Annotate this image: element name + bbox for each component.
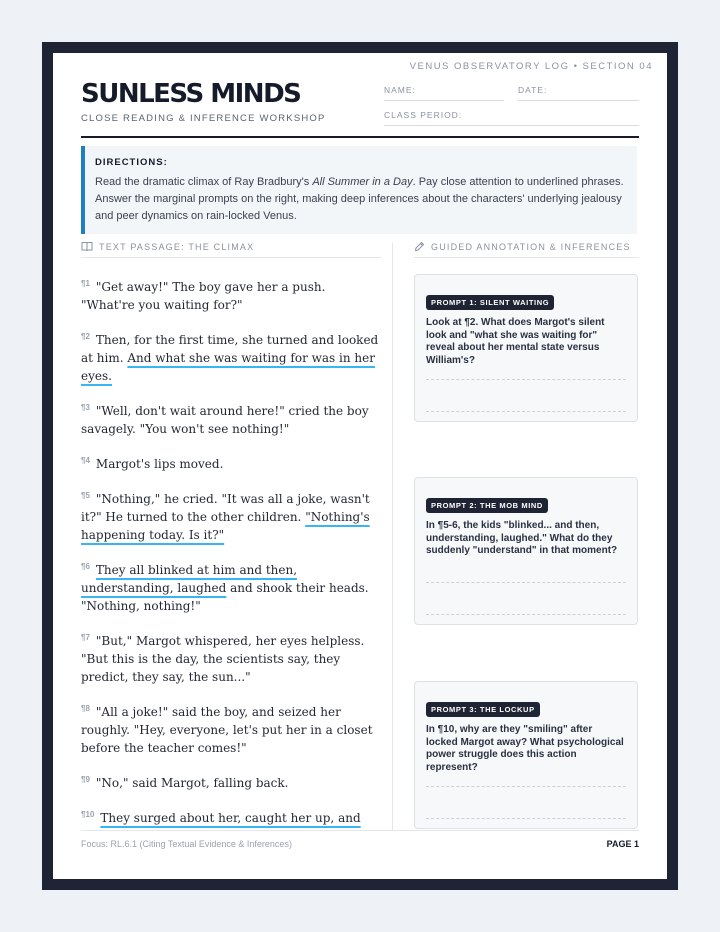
passage-paragraph: $^{\P 3}$ "Well, don't wait around here!" cried the boy savagely. "You won't see nothing!" xyxy=(81,403,369,436)
name-field[interactable] xyxy=(384,100,504,101)
answer-line[interactable] xyxy=(426,411,626,412)
underlined-phrase: They surged about her, caught her up, and xyxy=(100,811,361,825)
prompt-question: In ¶5-6, the kids "blinked... and then, understanding, laughed." What do they suddenly "understand" in that moment? xyxy=(426,520,618,556)
column-divider xyxy=(392,243,393,830)
passage-paragraph: $^{\P 8}$ "All a joke!" said the boy, and seized her roughly. "Hey, everyone, let's put her in a closet before the teacher comes!" xyxy=(81,704,373,755)
passage-paragraph: $^{\P 10}$ They surged about her, caught her up, and xyxy=(81,806,381,830)
prompt-card-1 xyxy=(414,274,638,422)
log-label: VENUS OBSERVATORY LOG • SECTION 04 xyxy=(409,61,653,72)
passage-paragraph: $^{\P 1}$ "Get away!" The boy gave her a push. "What're you waiting for?" xyxy=(81,279,326,312)
footer-focus: Focus: RL.6.1 (Citing Textual Evidence & Inferences) xyxy=(81,839,292,849)
directions-heading: DIRECTIONS: xyxy=(95,157,168,168)
page-title: SUNLESS MINDS xyxy=(81,79,301,109)
name-label: NAME: xyxy=(384,85,416,95)
worksheet-page xyxy=(53,53,667,879)
passage-paragraph: $^{\P 6}$ They all blinked at him and then, understanding, laughed and shook their heads. "Nothing, nothing!" xyxy=(81,562,369,613)
text-passage xyxy=(81,275,381,830)
answer-line[interactable] xyxy=(426,786,626,787)
passage-paragraph: $^{\P 5}$ "Nothing," he cried. "It was all a joke, wasn't it?" He turned to the other children. "Nothing's happening today. Is it?" xyxy=(81,491,370,542)
prompt-card-3 xyxy=(414,681,638,829)
class-period-label: CLASS PERIOD: xyxy=(384,110,463,120)
prompt-badge: PROMPT 1: SILENT WAITING xyxy=(426,295,554,310)
book-icon xyxy=(81,241,93,252)
directions-box xyxy=(81,146,637,234)
passage-heading: TEXT PASSAGE: THE CLIMAX xyxy=(81,241,254,252)
header-rule xyxy=(81,136,639,138)
pencil-icon xyxy=(414,241,425,252)
page-subtitle: CLOSE READING & INFERENCE WORKSHOP xyxy=(81,113,326,124)
answer-line[interactable] xyxy=(426,379,626,380)
prompt-question: In ¶10, why are they "smiling" after locked Margot away? What psychological power struggle does this action represent? xyxy=(426,724,624,773)
passage-paragraph: $^{\P 9}$ "No," said Margot, falling back. xyxy=(81,775,289,790)
prompt-badge: PROMPT 2: THE MOB MIND xyxy=(426,498,548,513)
underlined-phrase: "Nothing's happening today. Is it?" xyxy=(81,510,370,542)
passage-heading-rule xyxy=(81,257,381,258)
annotation-heading: GUIDED ANNOTATION & INFERENCES xyxy=(414,241,631,252)
underlined-phrase: They all blinked at him and then, understanding, laughed xyxy=(81,563,298,595)
page-number: PAGE 1 xyxy=(606,839,639,849)
passage-paragraph: $^{\P 4}$ Margot's lips moved. xyxy=(81,456,224,471)
prompt-card-2 xyxy=(414,477,638,625)
answer-line[interactable] xyxy=(426,614,626,615)
answer-line[interactable] xyxy=(426,818,626,819)
answer-line[interactable] xyxy=(426,582,626,583)
footer-rule xyxy=(81,830,639,831)
prompt-question: Look at ¶2. What does Margot's silent look and "what she was waiting for" reveal about her mental state versus William's? xyxy=(426,317,605,366)
annotation-heading-rule xyxy=(414,257,639,258)
passage-paragraph: $^{\P 2}$ Then, for the first time, she turned and looked at him. And what she was waiting for was in her eyes. xyxy=(81,332,379,383)
date-label: DATE: xyxy=(518,85,548,95)
directions-text: Read the dramatic climax of Ray Bradbury's All Summer in a Day. Pay close attention to underlined phrases. Answer the marginal prompts on the right, making deep inferences about the characters' underlying jealousy and peer dynamics on rain-locked Venus. xyxy=(95,176,624,222)
class-period-field[interactable] xyxy=(384,125,639,126)
passage-paragraph: $^{\P 7}$ "But," Margot whispered, her eyes helpless. "But this is the day, the scientists say, they predict, they say, the sun..." xyxy=(81,633,365,684)
date-field[interactable] xyxy=(518,100,639,101)
prompt-badge: PROMPT 3: THE LOCKUP xyxy=(426,702,540,717)
underlined-phrase: And what she was waiting for was in her eyes. xyxy=(81,351,375,383)
